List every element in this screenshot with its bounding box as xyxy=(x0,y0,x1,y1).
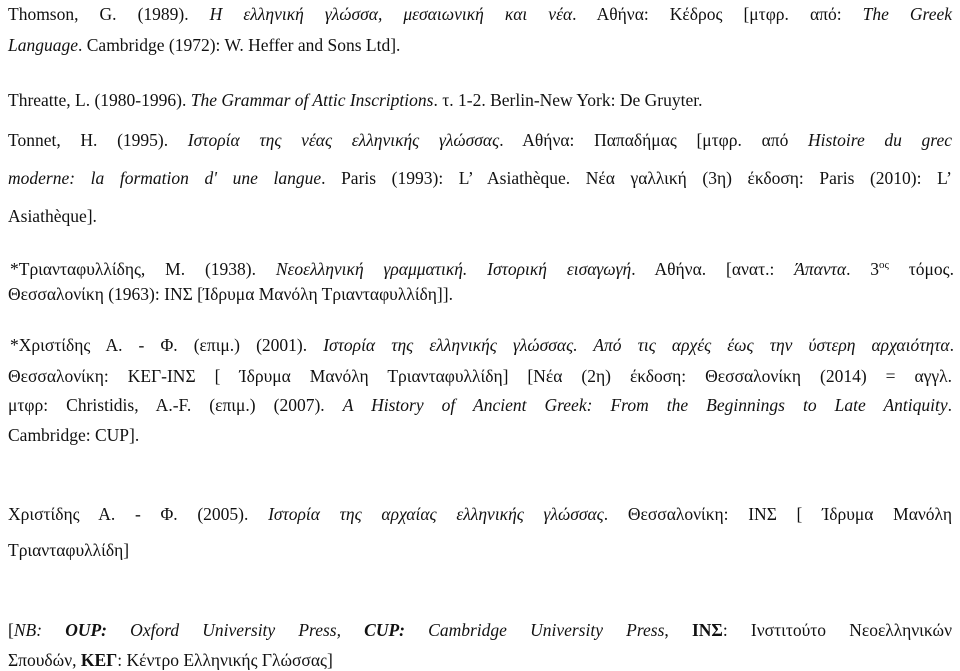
reference-line xyxy=(8,35,952,55)
italic-title-text: Νεοελληνική γραμματική. Ιστορική εισαγωγή xyxy=(275,259,632,279)
italic-title-text: Άπαντα xyxy=(794,259,847,279)
reference-text: . Αθήνα. [ανατ.: xyxy=(631,259,795,279)
reference-text: Thomson, G. (1989). xyxy=(8,4,210,24)
reference-text: . Paris (1993): L’ Asiathèque. Νέα γαλλική (3η) έκδοση: Paris (2010): L’ xyxy=(321,168,952,188)
italic-title-text: Histoire du grec xyxy=(808,130,953,150)
reference-text: OUP: xyxy=(65,620,107,640)
reference-text: Cambridge: CUP]. xyxy=(8,425,140,445)
reference-text: . xyxy=(947,395,952,415)
reference-text: . Θεσσαλονίκη: ΙΝΣ [ Ίδρυμα Μανόλη xyxy=(603,504,953,524)
italic-title-text: A History of Ancient Greek: From the Beginnings to Late Antiquity xyxy=(342,395,948,415)
reference-line xyxy=(8,504,952,524)
reference-text: Threatte, L. (1980-1996). xyxy=(8,90,191,110)
italic-title-text: Ιστορία της αρχαίας ελληνικής γλώσσας xyxy=(268,504,604,524)
italic-title-text: Oxford University Press, xyxy=(107,620,365,640)
reference-line xyxy=(8,90,952,110)
reference-text: . xyxy=(949,335,954,355)
reference-line xyxy=(8,366,952,386)
reference-text: . Αθήνα: Κέδρος [μτφρ. από: xyxy=(572,4,863,24)
reference-text: Θεσσαλονίκη: ΚΕΓ-ΙΝΣ [ Ίδρυμα Μανόλη Τριανταφυλλίδη] [Νέα (2η) έκδοση: Θεσσαλονίκη (2014) = αγγλ. xyxy=(8,366,952,386)
italic-title-text: Η ελληνική γλώσσα, μεσαιωνική και νέα xyxy=(209,4,573,24)
reference-text: . τ. 1-2. Berlin-New York: De Gruyter. xyxy=(433,90,703,110)
reference-text: : Κέντρο Ελληνικής Γλώσσας] xyxy=(117,650,333,670)
reference-line xyxy=(10,255,954,279)
reference-line xyxy=(8,395,952,415)
italic-title-text: NB: xyxy=(13,620,66,640)
reference-text: [ xyxy=(8,620,14,640)
reference-line xyxy=(8,130,952,150)
reference-line xyxy=(8,4,952,24)
reference-text: . 3 xyxy=(846,259,880,279)
reference-line xyxy=(8,620,952,640)
reference-text: Tonnet, H. (1995). xyxy=(8,130,188,150)
reference-line xyxy=(8,284,952,304)
italic-title-text: Ιστορία της ελληνικής γλώσσας. Από τις αρχές έως την ύστερη αρχαιότητα xyxy=(323,335,950,355)
reference-line xyxy=(8,650,952,670)
italic-title-text: Ιστορία της νέας ελληνικής γλώσσας xyxy=(187,130,500,150)
reference-line xyxy=(8,425,952,445)
italic-title-text: Cambridge University Press xyxy=(404,620,665,640)
italic-title-text: The Grammar of Attic Inscriptions xyxy=(190,90,434,110)
italic-title-text: The Greek xyxy=(862,4,952,24)
superscript-text: ος xyxy=(879,259,889,271)
reference-text: ΙΝΣ xyxy=(691,620,723,640)
reference-text: ΚΕΓ xyxy=(80,650,118,670)
reference-text: , xyxy=(664,620,692,640)
reference-text: *Χριστίδης Α. - Φ. (επιμ.) (2001). xyxy=(10,335,324,355)
italic-title-text: Language xyxy=(8,35,78,55)
reference-text: : Ινστιτούτο Νεοελληνικών xyxy=(722,620,952,640)
italic-title-text: moderne: la formation d' une langue xyxy=(8,168,322,188)
reference-text: Χριστίδης Α. - Φ. (2005). xyxy=(8,504,269,524)
reference-text: τόμος. xyxy=(888,259,954,279)
reference-text: Σπουδών, xyxy=(8,650,81,670)
reference-line xyxy=(8,206,952,226)
reference-text: . Cambridge (1972): W. Heffer and Sons Ltd]. xyxy=(78,35,401,55)
reference-line xyxy=(10,335,954,355)
reference-text: μτφρ: Christidis, A.-F. (επιμ.) (2007). xyxy=(8,395,343,415)
reference-line xyxy=(8,168,952,188)
reference-line xyxy=(8,540,952,560)
reference-text: *Τριανταφυλλίδης, Μ. (1938). xyxy=(10,259,276,279)
reference-text: CUP: xyxy=(364,620,405,640)
reference-text: Θεσσαλονίκη (1963): ΙΝΣ [Ίδρυμα Μανόλη Τριανταφυλλίδη]]. xyxy=(8,284,453,304)
reference-text: Τριανταφυλλίδη] xyxy=(8,540,130,560)
reference-text: Asiathèque]. xyxy=(8,206,97,226)
reference-text: . Αθήνα: Παπαδήμας [μτφρ. από xyxy=(499,130,808,150)
